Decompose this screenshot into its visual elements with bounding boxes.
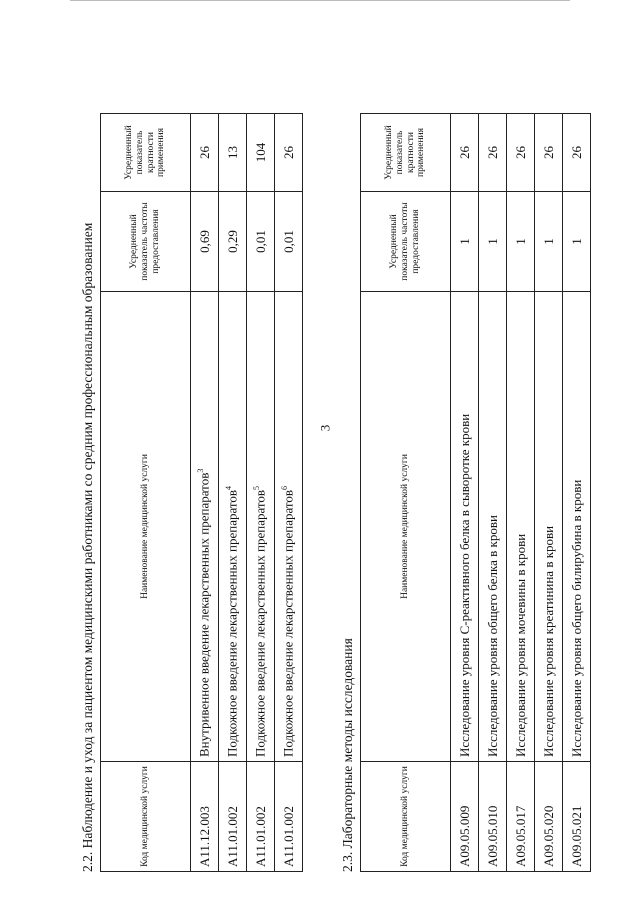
row-multiplicity: 26: [535, 114, 563, 192]
row-frequency: 1: [451, 192, 479, 292]
row-name: Исследование уровня мочевины в крови: [507, 292, 535, 762]
row-frequency: 0,69: [191, 192, 219, 292]
table-row: [507, 114, 535, 872]
row-code: A09.05.021: [563, 762, 591, 872]
header-name: Наименование медицинской услуги: [361, 292, 451, 762]
row-name: Подкожное введение лекарственных препаратов$^4$: [219, 292, 247, 762]
row-frequency: 1: [479, 192, 507, 292]
row-multiplicity: 13: [219, 114, 247, 192]
row-name: Внутривенное введение лекарственных препаратов$^3$: [191, 292, 219, 762]
row-multiplicity: 26: [479, 114, 507, 192]
row-name: Исследование уровня креатинина в крови: [535, 292, 563, 762]
header-multiplicity: Усредненный показатель кратности применения: [101, 114, 191, 192]
row-name: Подкожное введение лекарственных препаратов$^5$: [247, 292, 275, 762]
row-multiplicity: 26: [275, 114, 303, 192]
row-name: Исследование уровня общего белка в крови: [479, 292, 507, 762]
table-row: [535, 114, 563, 872]
table-row: [219, 114, 247, 872]
row-code: A09.05.017: [507, 762, 535, 872]
header-code: Код медицинской услуги: [101, 762, 191, 872]
table-row: [275, 114, 303, 872]
row-name: Исследование уровня С-реактивного белка в сыворотке крови: [451, 292, 479, 762]
table-row: [191, 114, 219, 872]
lab-methods-table: [360, 113, 591, 872]
row-name: Исследование уровня общего билирубина в крови: [563, 292, 591, 762]
header-multiplicity: Усредненный показатель кратности применения: [361, 114, 451, 192]
row-frequency: 1: [535, 192, 563, 292]
row-code: A09.05.020: [535, 762, 563, 872]
table-row: [451, 114, 479, 872]
row-code: A11.01.002: [275, 762, 303, 872]
row-code: A09.05.010: [479, 762, 507, 872]
row-frequency: 0,29: [219, 192, 247, 292]
page-top-edge: [70, 0, 570, 1]
page-number: 3: [317, 424, 333, 432]
row-multiplicity: 26: [191, 114, 219, 192]
row-frequency: 1: [563, 192, 591, 292]
row-name: Подкожное введение лекарственных препаратов$^6$: [275, 292, 303, 762]
row-code: A11.12.003: [191, 762, 219, 872]
row-code: A09.05.009: [451, 762, 479, 872]
row-multiplicity: 26: [451, 114, 479, 192]
table-row: [563, 114, 591, 872]
section-2-3-title: 2.3. Лабораторные методы исследования: [340, 638, 355, 872]
header-name: Наименование медицинской услуги: [101, 292, 191, 762]
row-multiplicity: 26: [507, 114, 535, 192]
table-row: [247, 114, 275, 872]
header-frequency: Усредненный показатель частоты предоставления: [361, 192, 451, 292]
row-frequency: 1: [507, 192, 535, 292]
section-2-2-title: 2.2. Наблюдение и уход за пациентом медицинскими работниками со средним профессиональным образованием: [80, 222, 95, 872]
rotated-page-content: [40, 72, 600, 872]
row-multiplicity: 26: [563, 114, 591, 192]
row-code: A11.01.002: [219, 762, 247, 872]
table-row: [479, 114, 507, 872]
row-frequency: 0,01: [275, 192, 303, 292]
row-code: A11.01.002: [247, 762, 275, 872]
row-multiplicity: 104: [247, 114, 275, 192]
nursing-care-table: [100, 113, 303, 872]
row-frequency: 0,01: [247, 192, 275, 292]
header-code: Код медицинской услуги: [361, 762, 451, 872]
header-frequency: Усредненный показатель частоты предоставления: [101, 192, 191, 292]
